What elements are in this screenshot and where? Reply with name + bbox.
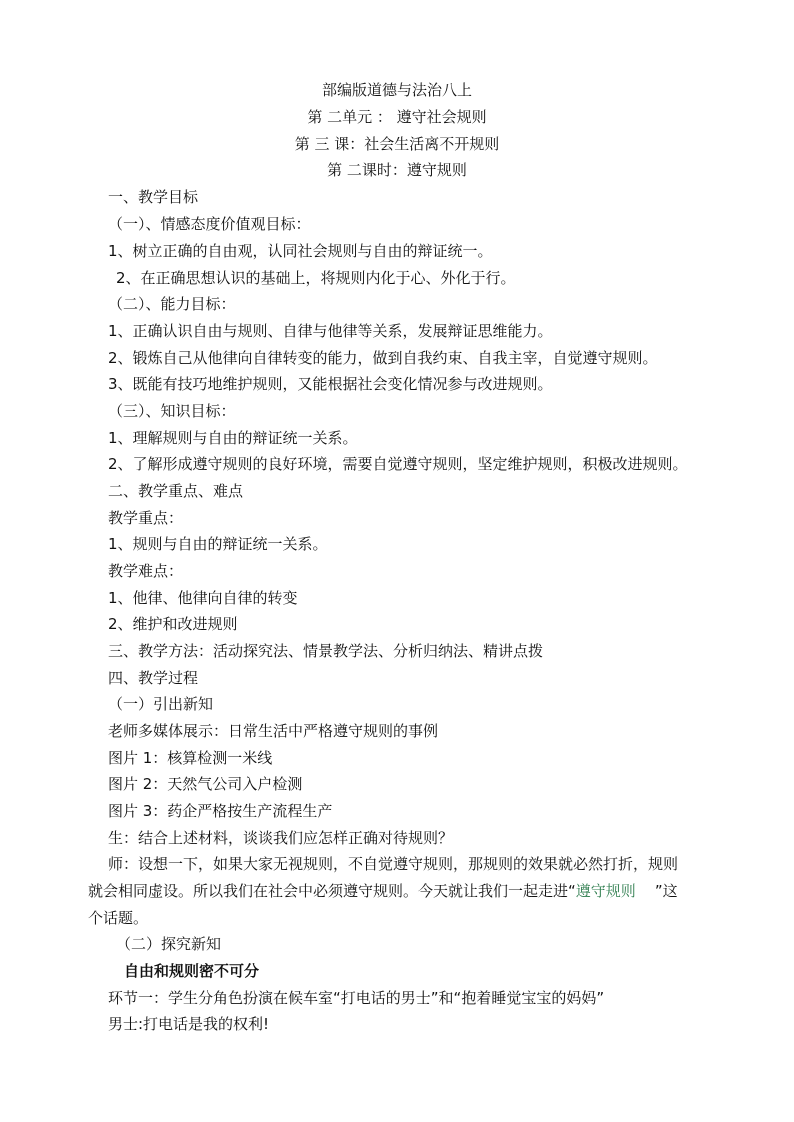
- subsection-heading: （一）引出新知: [108, 695, 214, 713]
- section-heading: 三、教学方法：活动探究法、情景教学法、分析归纳法、精讲点拨: [108, 642, 544, 660]
- period-heading: 第 二课时：遵守规则: [327, 161, 467, 179]
- paragraph-text: 就会相同虚设。所以我们在社会中必须遵守规则。今天就让我们一起走进“: [88, 882, 576, 900]
- paragraph-line: 2、在正确思想认识的基础上，将规则内化于心、外化于行。: [116, 269, 516, 287]
- paragraph-line: 1、理解规则与自由的辩证统一关系。: [108, 429, 358, 447]
- subsection-heading: （二）、能力目标：: [108, 295, 236, 313]
- paragraph-line: 老师多媒体展示：日常生活中严格遵守规则的事例: [108, 722, 439, 740]
- topic-heading: 自由和规则密不可分: [124, 962, 260, 980]
- label-line: 教学难点：: [108, 562, 184, 580]
- section-heading: 二、教学重点、难点: [108, 482, 244, 500]
- paragraph-line: 2、了解形成遵守规则的良好环境，需要自觉遵守规则，坚定维护规则，积极改进规则。: [108, 455, 688, 473]
- lesson-heading: 第 三 课：社会生活离不开规则: [294, 135, 500, 153]
- section-heading: 一、教学目标: [108, 188, 199, 206]
- highlighted-topic: 遵守规则: [575, 882, 636, 900]
- paragraph-line: 男士:打电话是我的权利!: [108, 1015, 270, 1033]
- doc-title: 部编版道德与法治八上: [321, 81, 472, 99]
- paragraph-line: 师：设想一下，如果大家无视规则，不自觉遵守规则，那规则的效果就必然打折，规则: [108, 855, 679, 873]
- paragraph-line: 环节一：学生分角色扮演在候车室“打电话的男士”和“抱着睡觉宝宝的妈妈”: [108, 989, 605, 1007]
- section-heading: 四、教学过程: [108, 669, 199, 687]
- subsection-heading: （三）、知识目标：: [108, 402, 236, 420]
- paragraph-line: 图片 2：天然气公司入户检测: [108, 775, 303, 793]
- unit-heading: 第 二单元 ： 遵守社会规则: [307, 108, 487, 126]
- paragraph-line: [88, 881, 678, 901]
- paragraph-line: 2、维护和改进规则: [108, 615, 238, 633]
- paragraph-line: 1、他律、他律向自律的转变: [108, 589, 298, 607]
- paragraph-line: 图片 3：药企严格按生产流程生产: [108, 802, 333, 820]
- paragraph-line: 1、树立正确的自由观，认同社会规则与自由的辩证统一。: [108, 242, 493, 260]
- paragraph-line: 1、正确认识自由与规则、自律与他律等关系，发展辩证思维能力。: [108, 322, 553, 340]
- paragraph-line: 个话题。: [88, 909, 149, 927]
- paragraph-text: ”这: [635, 882, 678, 900]
- paragraph-line: 图片 1：核算检测一米线: [108, 749, 273, 767]
- paragraph-line: 生：结合上述材料，谈谈我们应怎样正确对待规则？: [108, 829, 454, 847]
- label-line: 教学重点：: [108, 509, 184, 527]
- paragraph-line: 1、规则与自由的辩证统一关系。: [108, 535, 328, 553]
- subsection-heading: （一）、情感态度价值观目标：: [108, 215, 311, 233]
- paragraph-line: 2、锻炼自己从他律向自律转变的能力，做到自我约束、自我主宰，自觉遵守规则。: [108, 349, 658, 367]
- paragraph-line: 3、既能有技巧地维护规则，又能根据社会变化情况参与改进规则。: [108, 375, 553, 393]
- subsection-heading: （二）探究新知: [116, 935, 222, 953]
